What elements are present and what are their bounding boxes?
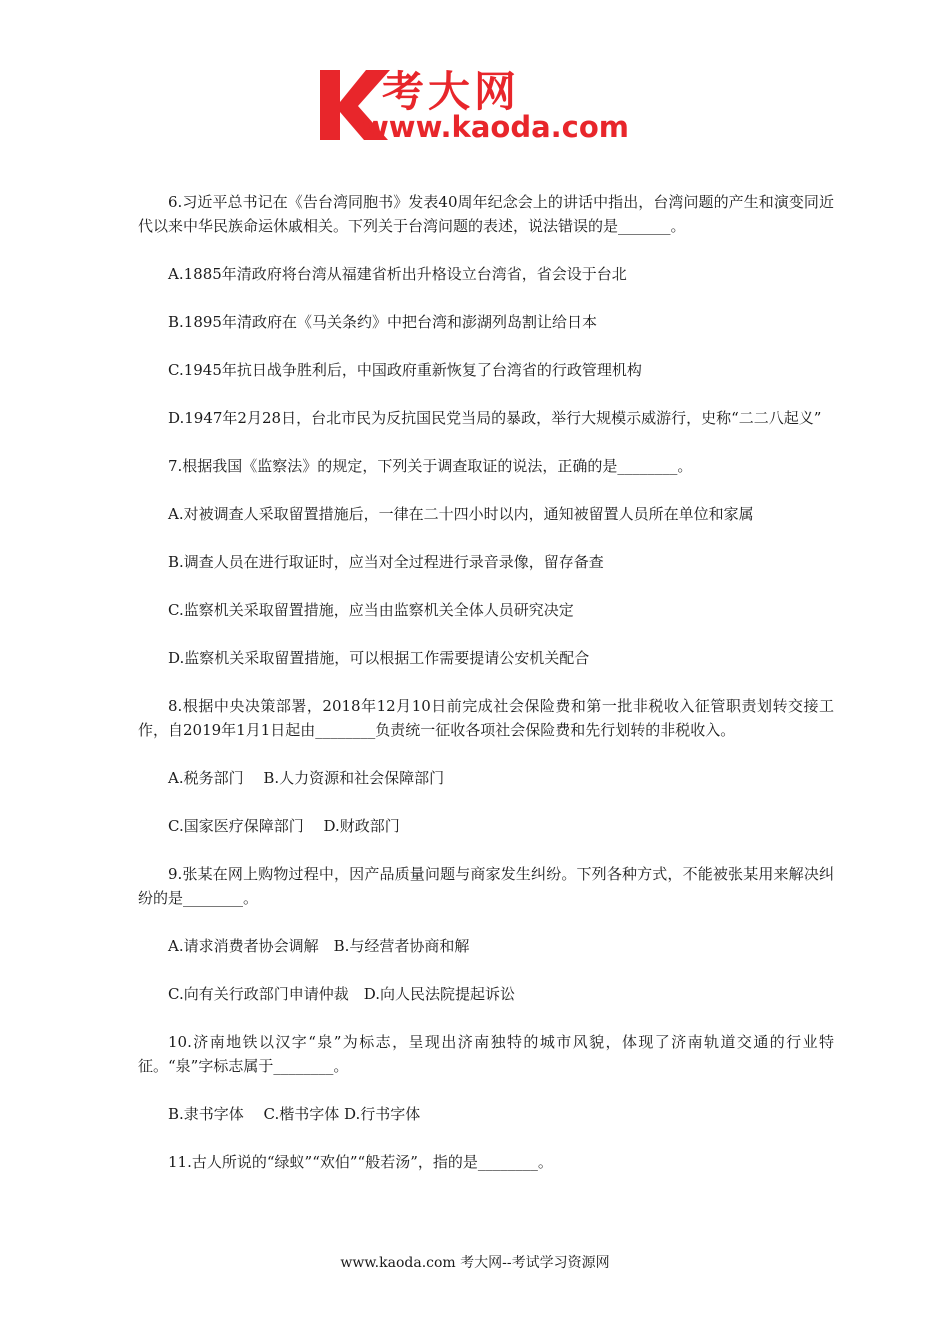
question-stem: 8.根据中央决策部署，2018年12月10日前完成社会保险费和第一批非税收入征管职责划转交接工作，自2019年1月1日起由________负责统一征收各项社会保险费和先行划转的非税收入。	[138, 697, 834, 739]
question-stem: 10.济南地铁以汉字“泉”为标志，呈现出济南独特的城市风貌，体现了济南轨道交通的行业特征。“泉”字标志属于________。	[138, 1033, 834, 1075]
answer-options: A.1885年清政府将台湾从福建省析出升格设立台湾省，省会设于台北	[168, 265, 627, 283]
answer-options: D.1947年2月28日，台北市民为反抗国民党当局的暴政，举行大规模示威游行，史称“二二八起义”	[168, 409, 822, 427]
question-list	[138, 190, 834, 1198]
answer-options: C.国家医疗保障部门 D.财政部门	[168, 817, 400, 835]
answer-options: B.隶书字体 C.楷书字体 D.行书字体	[168, 1105, 421, 1123]
question-stem: 6.习近平总书记在《告台湾同胞书》发表40周年纪念会上的讲话中指出，台湾问题的产生和演变同近代以来中华民族命运休戚相关。下列关于台湾问题的表述，说法错误的是_______。	[138, 193, 834, 235]
answer-options: C.向有关行政部门申请仲裁 D.向人民法院提起诉讼	[168, 985, 515, 1003]
answer-options: A.对被调查人采取留置措施后，一律在二十四小时以内，通知被留置人员所在单位和家属	[168, 505, 754, 523]
question-stem: 7.根据我国《监察法》的规定，下列关于调查取证的说法，正确的是________。	[168, 457, 693, 475]
answer-options: D.监察机关采取留置措施，可以根据工作需要提请公安机关配合	[168, 649, 590, 667]
answer-options: C.1945年抗日战争胜利后，中国政府重新恢复了台湾省的行政管理机构	[168, 361, 642, 379]
answer-options: A.请求消费者协会调解 B.与经营者协商和解	[168, 937, 470, 955]
answer-options: B.1895年清政府在《马关条约》中把台湾和澎湖列岛割让给日本	[168, 313, 597, 331]
page-footer: www.kaoda.com 考大网--考试学习资源网	[340, 1255, 610, 1271]
answer-options: C.监察机关采取留置措施，应当由监察机关全体人员研究决定	[168, 601, 574, 619]
answer-options: A.税务部门 B.人力资源和社会保障部门	[168, 769, 445, 787]
question-stem: 11.古人所说的“绿蚁”“欢伯”“般若汤”，指的是________。	[168, 1153, 553, 1171]
answer-options: B.调查人员在进行取证时，应当对全过程进行录音录像，留存备查	[168, 553, 604, 571]
question-stem: 9.张某在网上购物过程中，因产品质量问题与商家发生纠纷。下列各种方式，不能被张某用来解决纠纷的是________。	[138, 865, 834, 907]
logo-brand-text: 考大网	[382, 67, 521, 116]
kaoda-logo	[318, 66, 640, 148]
logo-url-text: www.kaoda.com	[362, 110, 629, 144]
